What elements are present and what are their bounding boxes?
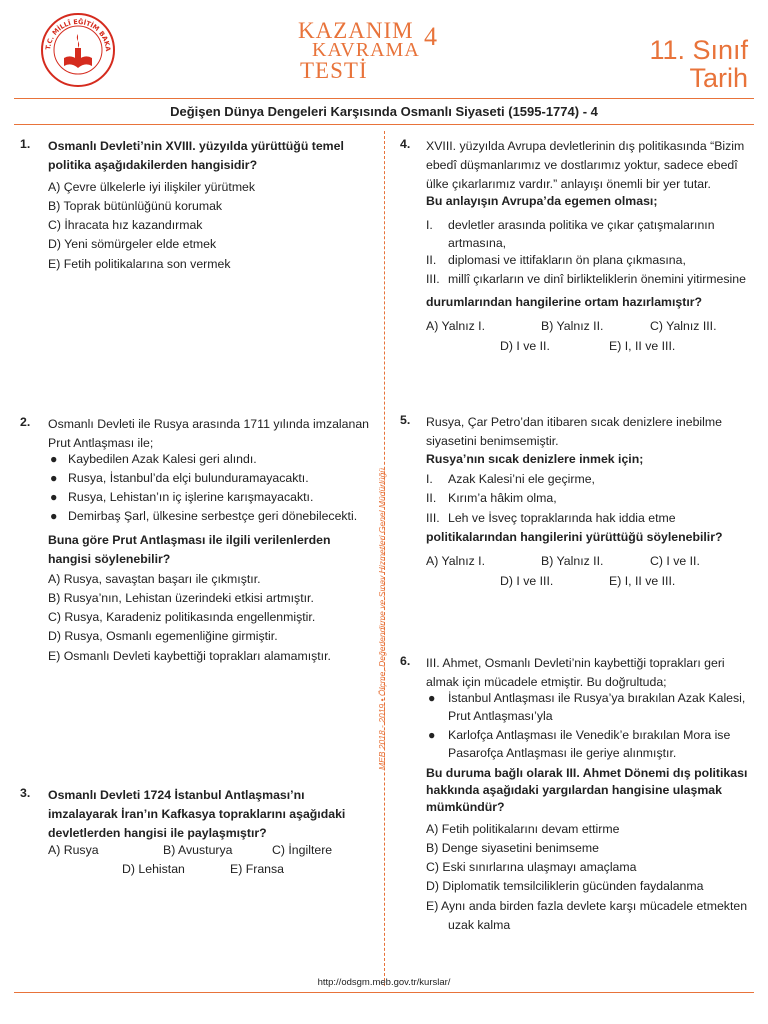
title-rule xyxy=(14,124,754,125)
option-d[interactable]: D) I ve II. xyxy=(500,339,550,353)
svg-text:T.C. MİLLÎ EĞİTİM BAKANLIĞI: T.C. MİLLÎ EĞİTİM BAKA xyxy=(44,17,113,52)
option-e[interactable]: E) Fransa xyxy=(230,862,284,876)
option-e[interactable]: E) Aynı anda birden fazla devlete karşı mücadele etmekten uzak kalma xyxy=(426,899,748,932)
option-b[interactable]: B) Yalnız II. xyxy=(541,554,604,568)
brand-number: 4 xyxy=(424,22,438,51)
option-c[interactable]: C) Rusya, Karadeniz politikasında engellenmiştir. xyxy=(48,610,316,624)
item-number: I. xyxy=(426,218,433,232)
question-number: 4. xyxy=(400,137,411,151)
question-number: 5. xyxy=(400,413,411,427)
option-b[interactable]: B) Denge siyasetini benimseme xyxy=(426,841,599,855)
option-d[interactable]: D) I ve III. xyxy=(500,574,554,588)
bullet-icon: ● xyxy=(50,471,58,485)
bullet-icon: ● xyxy=(428,728,436,742)
option-e[interactable]: E) I, II ve III. xyxy=(609,339,676,353)
bullet-icon: ● xyxy=(50,452,58,466)
option-c[interactable]: C) I ve II. xyxy=(650,554,700,568)
question-number: 2. xyxy=(20,415,31,429)
question-stem: Osmanlı Devleti’nin XVIII. yüzyılda yürüttüğü temel politika aşağıdakilerden hangisidir? xyxy=(48,139,344,172)
numbered-item: Azak Kalesi’ni ele geçirme, xyxy=(448,472,595,486)
side-credit: MEB 2018 - 2019 • Ölçme, Değerlendirme ve Sınav Hizmetleri Genel Müdürlüğü xyxy=(377,467,387,770)
subject-label: Tarih xyxy=(689,63,748,93)
item-number: II. xyxy=(426,491,437,505)
brand-line-1: KAZANIM xyxy=(298,18,414,43)
option-c[interactable]: C) İhracata hız kazandırmak xyxy=(48,218,203,232)
numbered-item: millî çıkarların ve dinî birlikteliklerin önemini yitirmesine xyxy=(448,272,746,286)
option-b[interactable]: B) Rusya’nın, Lehistan üzerindeki etkisi artmıştır. xyxy=(48,591,314,605)
option-e[interactable]: E) Osmanlı Devleti kaybettiği toprakları alamamıştır. xyxy=(48,649,331,663)
option-a[interactable]: A) Yalnız I. xyxy=(426,319,486,333)
question-number: 6. xyxy=(400,654,411,668)
brand-line-3: TESTİ xyxy=(300,58,368,83)
numbered-item: Kırım’a hâkim olma, xyxy=(448,491,557,505)
option-d[interactable]: D) Rusya, Osmanlı egemenliğine girmiştir. xyxy=(48,629,278,643)
option-b[interactable]: B) Toprak bütünlüğünü korumak xyxy=(48,199,223,213)
question-stem-intro: Bu anlayışın Avrupa’da egemen olması; xyxy=(426,194,658,208)
bullet-item: Demirbaş Şarl, ülkesine serbestçe geri dönebilecekti. xyxy=(68,509,358,523)
item-number: III. xyxy=(426,511,440,525)
brand-line-2: KAVRAMA xyxy=(312,39,420,61)
header-rule xyxy=(14,98,754,99)
grade-label: 11. Sınıf xyxy=(649,35,748,65)
item-number: III. xyxy=(426,272,440,286)
option-c[interactable]: C) Eski sınırlarına ulaşmayı amaçlama xyxy=(426,860,637,874)
numbered-item: diplomasi ve ittifakların ön plana çıkmasına, xyxy=(448,253,686,267)
question-intro: III. Ahmet, Osmanlı Devleti’nin kaybettiği toprakları geri almak için mücadele etmiştir. Bu doğrultuda; xyxy=(426,656,725,689)
option-c[interactable]: C) İngiltere xyxy=(272,843,333,857)
option-d[interactable]: D) Yeni sömürgeler elde etmek xyxy=(48,237,217,251)
option-a[interactable]: A) Rusya xyxy=(48,843,99,857)
page-title: Değişen Dünya Dengeleri Karşısında Osmanlı Siyaseti (1595-1774) - 4 xyxy=(170,104,598,119)
bullet-item: Karlofça Antlaşması ile Venedik’e bırakılan Mora ise Pasarofça Antlaşması ile geriye alınmıştır. xyxy=(448,728,731,760)
bullet-item: Rusya, İstanbul’da elçi bulunduramayacaktı. xyxy=(68,471,309,485)
footer-url[interactable]: http://odsgm.meb.gov.tr/kurslar/ xyxy=(317,977,451,988)
bullet-item: İstanbul Antlaşması ile Rusya’ya bırakılan Azak Kalesi, Prut Antlaşması’yla xyxy=(448,691,746,723)
question-intro: Osmanlı Devleti ile Rusya arasında 1711 yılında imzalanan Prut Antlaşması ile; xyxy=(48,417,370,450)
question-stem-intro: Rusya’nın sıcak denizlere inmek için; xyxy=(426,452,644,466)
kazanim-kavrama-testi-logo xyxy=(298,18,448,88)
meb-logo xyxy=(40,12,116,88)
option-a[interactable]: A) Yalnız I. xyxy=(426,554,486,568)
question-stem: Buna göre Prut Antlaşması ile ilgili verilenlerden hangisi söylenebilir? xyxy=(48,533,331,566)
numbered-item: devletler arasında politika ve çıkar çatışmalarının artmasına, xyxy=(448,218,715,250)
question-number: 1. xyxy=(20,137,31,151)
option-d[interactable]: D) Diplomatik temsilciliklerin gücünden faydalanma xyxy=(426,879,704,893)
bullet-icon: ● xyxy=(428,691,436,705)
option-d[interactable]: D) Lehistan xyxy=(122,862,185,876)
option-a[interactable]: A) Çevre ülkelerle iyi ilişkiler yürütmek xyxy=(48,180,256,194)
bullet-icon: ● xyxy=(50,509,58,523)
question-number: 3. xyxy=(20,786,31,800)
option-e[interactable]: E) Fetih politikalarına son vermek xyxy=(48,257,231,271)
item-number: I. xyxy=(426,472,433,486)
question-stem: Bu duruma bağlı olarak III. Ahmet Dönemi dış politikası hakkında aşağıdaki yargılardan hangisine ulaşmak mümkündür? xyxy=(426,766,748,814)
numbered-item: Leh ve İsveç topraklarında hak iddia etme xyxy=(448,511,676,525)
option-b[interactable]: B) Yalnız II. xyxy=(541,319,604,333)
option-c[interactable]: C) Yalnız III. xyxy=(650,319,717,333)
item-number: II. xyxy=(426,253,437,267)
option-b[interactable]: B) Avusturya xyxy=(163,843,233,857)
question-stem: politikalarından hangilerini yürüttüğü söylenebilir? xyxy=(426,530,723,544)
option-e[interactable]: E) I, II ve III. xyxy=(609,574,676,588)
option-a[interactable]: A) Rusya, savaştan başarı ile çıkmıştır. xyxy=(48,572,261,586)
question-intro: Rusya, Çar Petro’dan itibaren sıcak denizlere inebilme siyasetini benimsemiştir. xyxy=(426,415,722,448)
bullet-item: Kaybedilen Azak Kalesi geri alındı. xyxy=(68,452,257,466)
bullet-icon: ● xyxy=(50,490,58,504)
question-stem: Osmanlı Devleti 1724 İstanbul Antlaşması’nı imzalayarak İran’ın Kafkasya topraklarını aşağıdaki devletlerden hangisi ile paylaşmıştır? xyxy=(48,788,346,840)
question-intro: XVIII. yüzyılda Avrupa devletlerinin dış politikasında “Bizim ebedî düşmanlarımız ve dostlarımız yoktur, sadece ebedî ülke çıkarlarımız vardır.” anlayışı önemli bir yer tutar. xyxy=(426,139,745,191)
grade-subject xyxy=(649,36,748,92)
bullet-item: Rusya, Lehistan’ın iç işlerine karışmayacaktı. xyxy=(68,490,314,504)
footer-rule xyxy=(14,992,754,993)
option-a[interactable]: A) Fetih politikalarını devam ettirme xyxy=(426,822,620,836)
question-stem: durumlarından hangilerine ortam hazırlamıştır? xyxy=(426,295,703,309)
